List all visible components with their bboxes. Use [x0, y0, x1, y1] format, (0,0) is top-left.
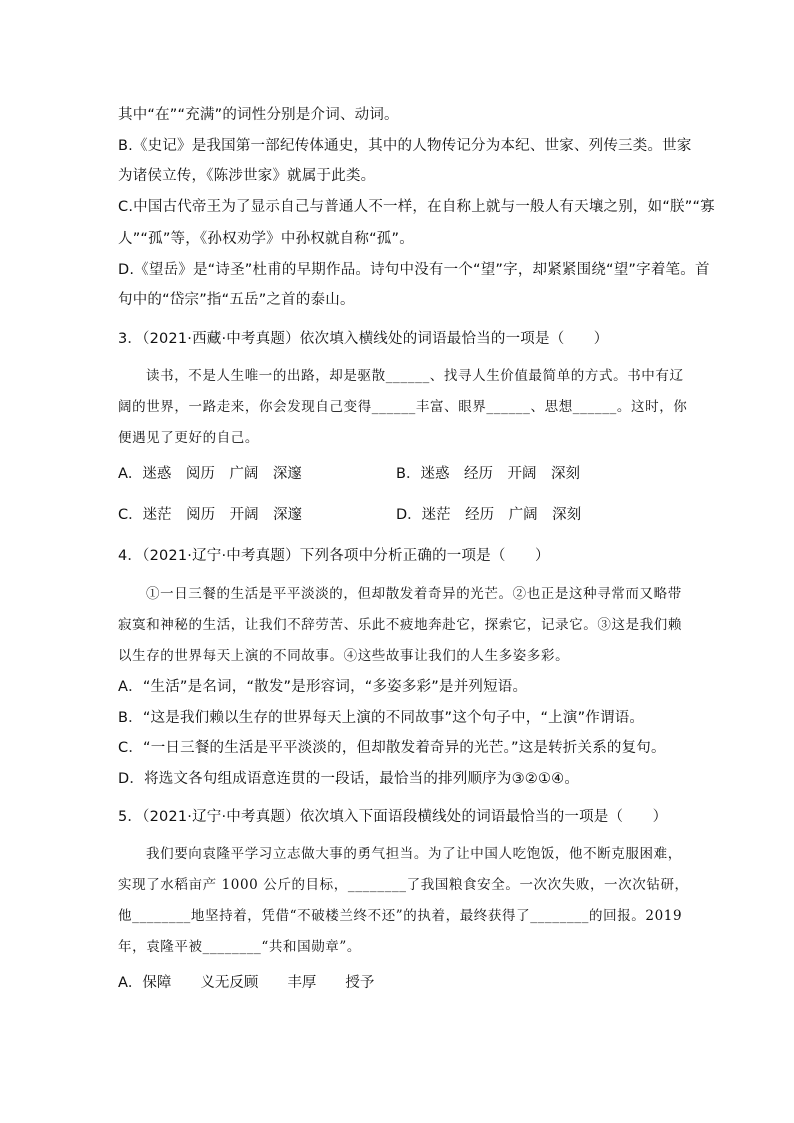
q2-option-b-line1: B.《史记》是我国第一部纪传体通史，其中的人物传记分为本纪、世家、列传三类。世家	[118, 138, 692, 154]
q2-option-d-line1: D.《望岳》是“诗圣”杜甫的早期作品。诗句中没有一个“望”字，却紧紧围绕“望”字着笔。首	[118, 262, 710, 278]
q2-option-a-tail: 其中“在”“充满”的词性分别是介词、动词。	[118, 107, 399, 123]
q5-passage-line4: 年，袁隆平被________“共和国勋章”。	[118, 939, 362, 955]
q4-passage-line1: ①一日三餐的生活是平平淡淡的，但却散发着奇异的光芒。②也正是这种寻常而又略带	[146, 586, 682, 602]
q5-option-a: A．保障 义无反顾 丰厚 授予	[118, 975, 375, 991]
q2-option-b-line2: 为诸侯立传，《陈涉世家》就属于此类。	[118, 168, 376, 184]
q5-passage-line3: 他________地坚持着，凭借“不破楼兰终不还”的执着，最终获得了________的回报。2019	[118, 908, 683, 924]
q3-option-c: C．迷茫 阅历 开阔 深邃	[118, 507, 303, 523]
q4-option-d: D．将选文各句组成语意连贯的一段话，最恰当的排列顺序为③②①④。	[118, 771, 580, 787]
q3-option-b: B．迷惑 经历 开阔 深刻	[396, 466, 580, 482]
q2-option-c-line2: 人”“孤”等，《孙权劝学》中孙权就自称“孤”。	[118, 231, 414, 247]
q5-stem: 5．（2021·辽宁·中考真题）依次填入下面语段横线处的词语最恰当的一项是（ ）	[118, 809, 668, 825]
q4-passage-line3: 以生存的世界每天上演的不同故事。④这些故事让我们的人生多姿多彩。	[118, 648, 570, 664]
q3-stem: 3．（2021·西藏·中考真题）依次填入横线处的词语最恰当的一项是（ ）	[118, 331, 609, 347]
q3-option-d: D．迷茫 经历 广阔 深刻	[396, 507, 582, 523]
q4-option-c: C．“一日三餐的生活是平平淡淡的，但却散发着奇异的光芒。”这是转折关系的复句。	[118, 740, 666, 756]
q2-option-d-line2: 句中的“岱宗”指“五岳”之首的泰山。	[118, 292, 355, 308]
q3-passage-line3: 便遇见了更好的自己。	[118, 430, 259, 446]
q4-option-a: A．“生活”是名词，“散发”是形容词，“多姿多彩”是并列短语。	[118, 679, 528, 695]
q4-passage-line2: 寂寞和神秘的生活，让我们不辞劳苦、乐此不疲地奔赴它，探索它，记录它。③这是我们赖	[118, 617, 682, 633]
q3-passage-line1: 读书，不是人生唯一的出路，却是驱散______、找寻人生价值最简单的方式。书中有辽	[146, 368, 684, 384]
q4-option-b: B．“这是我们赖以生存的世界每天上演的不同故事”这个句子中，“上演”作谓语。	[118, 710, 645, 726]
q5-passage-line2: 实现了水稻亩产 1000 公斤的目标，________了我国粮食安全。一次次失败，一次次钻研，	[118, 877, 689, 893]
q2-option-c-line1: C.中国古代帝王为了显示自己与普通人不一样，在自称上就与一般人有天壤之别，如“朕”“寡	[118, 199, 715, 215]
q5-passage-line1: 我们要向袁隆平学习立志做大事的勇气担当。为了让中国人吃饱饭，他不断克服困难，	[146, 846, 682, 862]
q3-passage-line2: 阔的世界，一路走来，你会发现自己变得______丰富、眼界______、思想______。这时，你	[118, 399, 688, 415]
q4-stem: 4．（2021·辽宁·中考真题）下列各项中分析正确的一项是（ ）	[118, 548, 550, 564]
q3-option-a: A．迷惑 阅历 广阔 深邃	[118, 466, 302, 482]
